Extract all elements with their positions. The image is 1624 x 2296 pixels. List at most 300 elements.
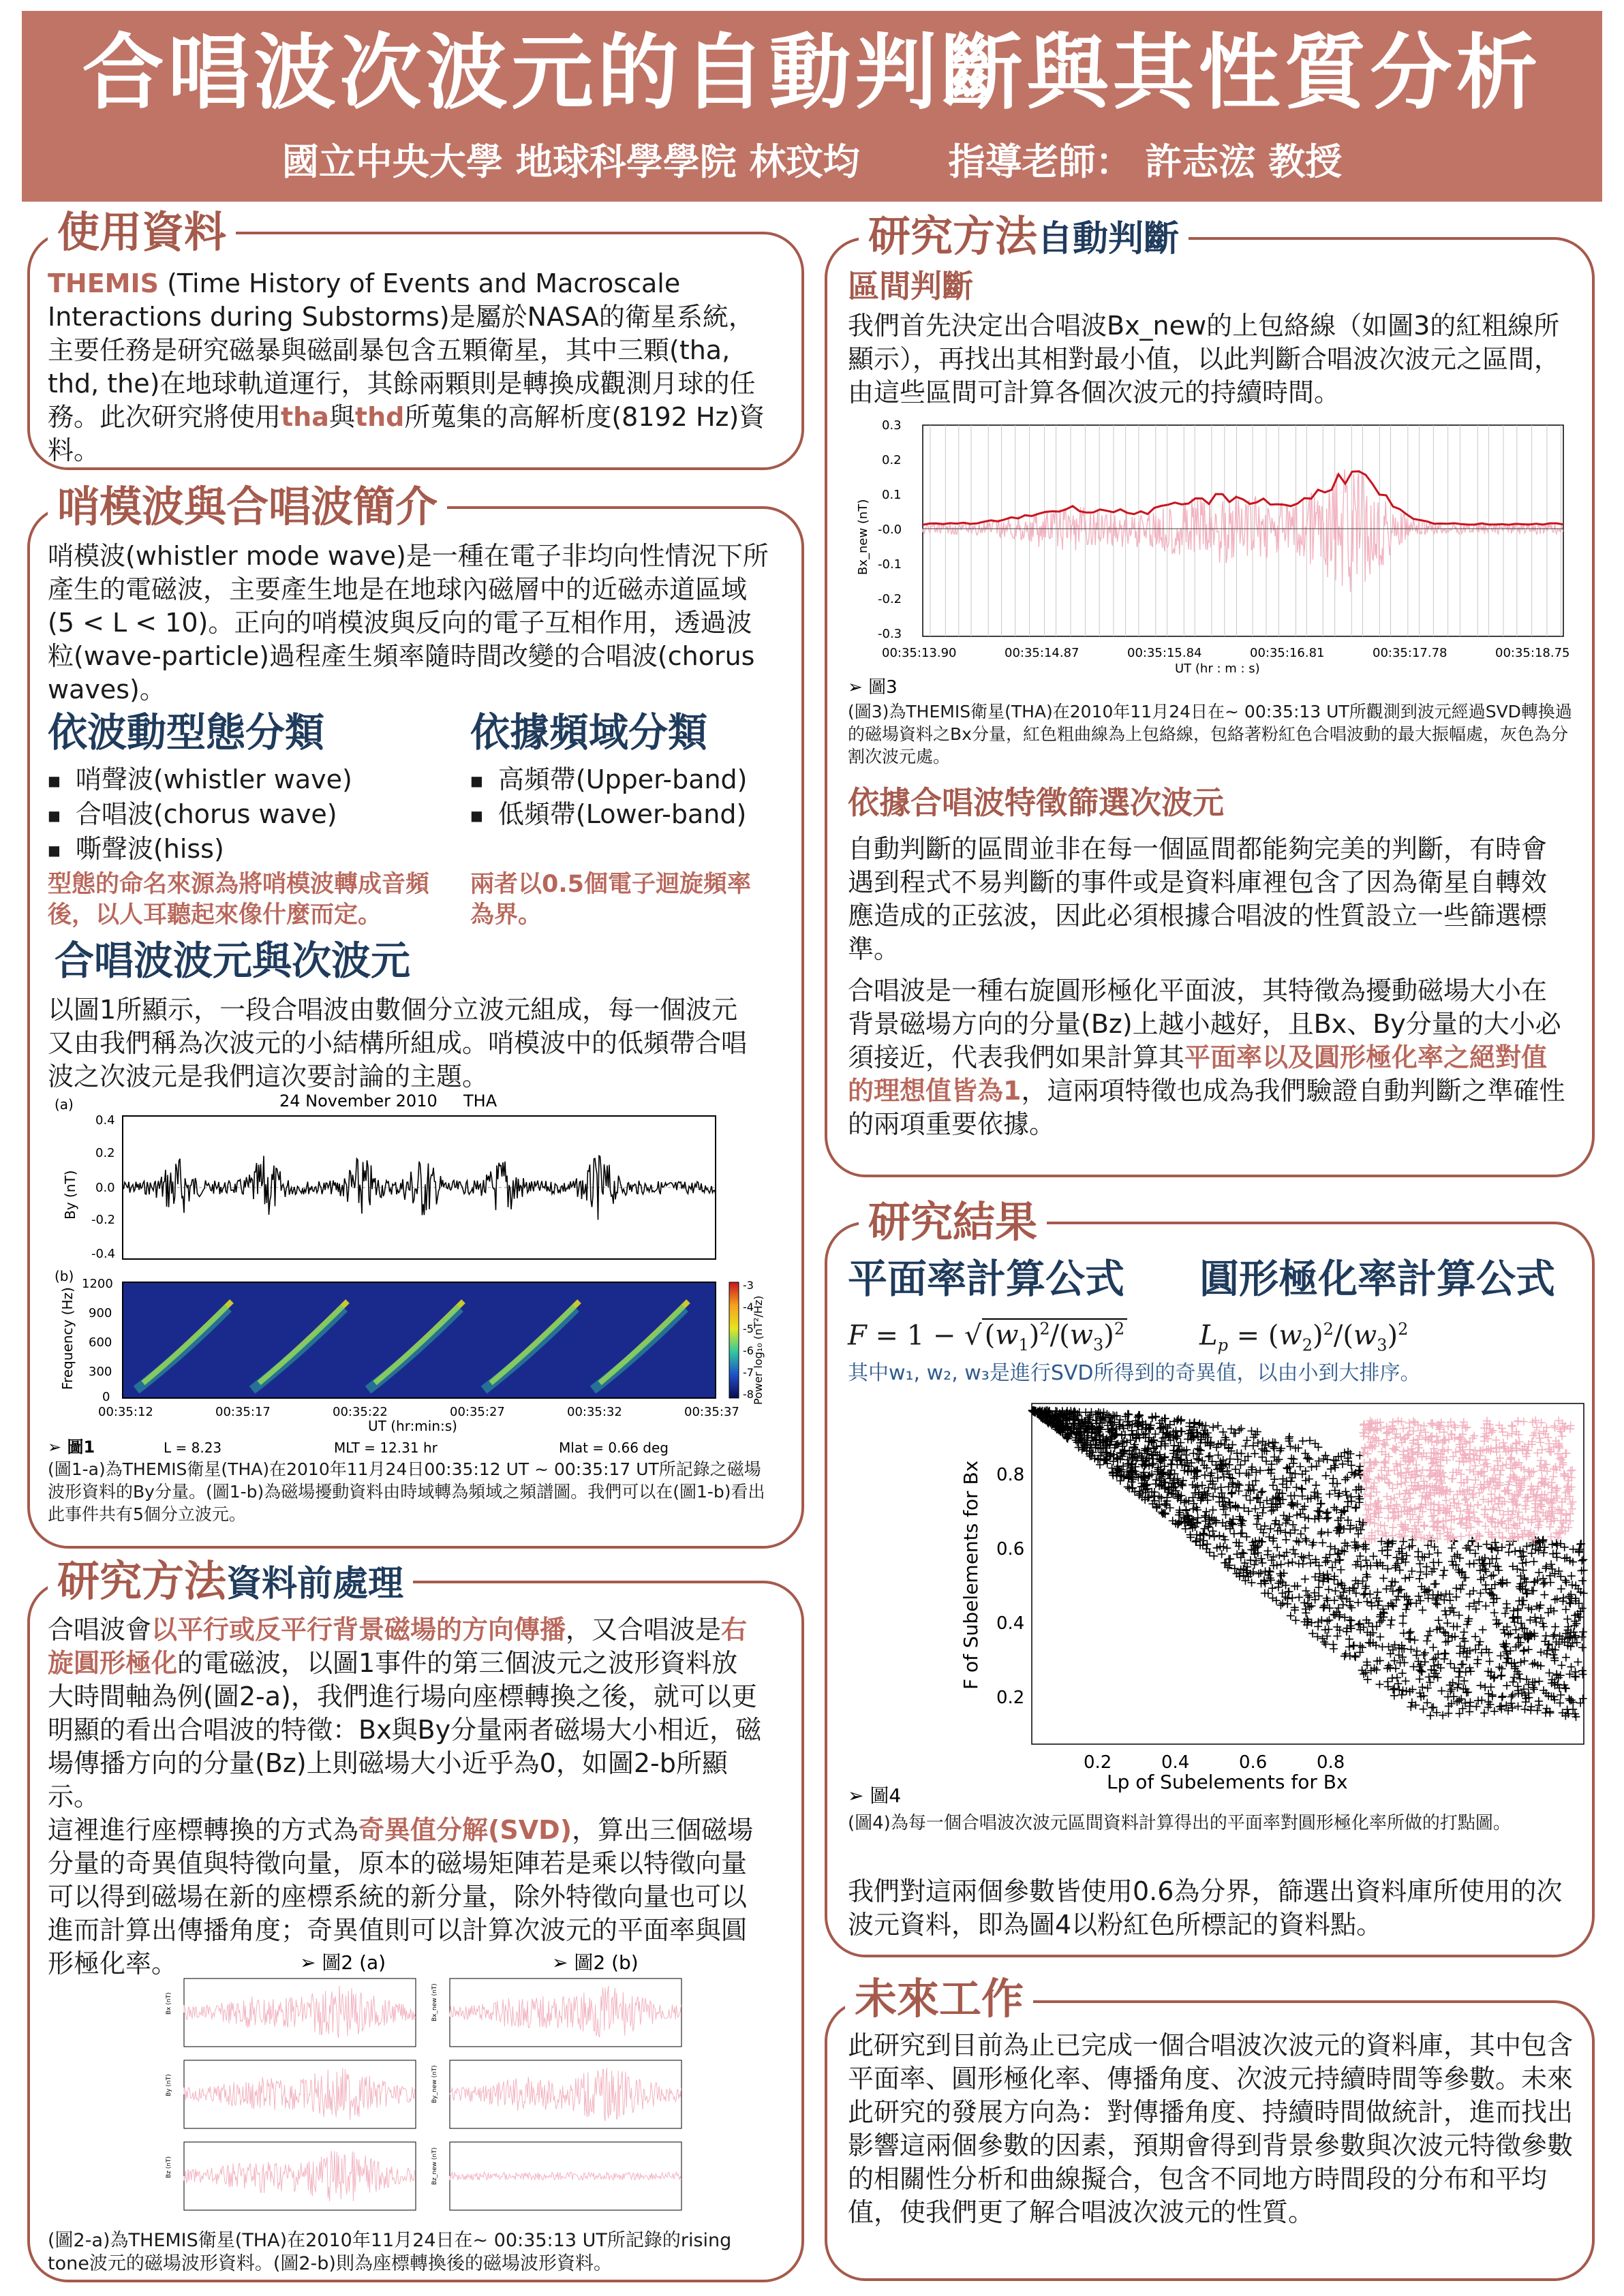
scatter-point (1231, 1502, 1240, 1510)
scatter-point (1298, 1485, 1306, 1493)
scatter-point (1247, 1427, 1255, 1435)
scatter-point (1355, 1495, 1364, 1503)
scatter-point (1329, 1641, 1337, 1649)
scatter-point (1300, 1554, 1308, 1562)
scatter-point-selected (1404, 1446, 1412, 1455)
fig4-yticks (996, 1465, 1024, 1708)
scatter-point (1319, 1538, 1327, 1547)
scatter-point (1565, 1599, 1574, 1607)
scatter-point (1185, 1462, 1193, 1470)
future-text: 此研究到目前為止已完成一個合唱波次波元的資料庫，其中包含平面率、圓形極化率、傳播角度、次波元持續時間等參數。未來此研究的發展方向為：對傳播角度、持續時間做統計，進而找出影響這兩個參數的因素，預期會得到背景參數與次波元特徵參數的相關性分析和曲線擬合，包含不同地方時間段的分布和平均值，使我們更了解合唱波次波元的性質。 (848, 2030, 1574, 2227)
scatter-point-selected (1534, 1523, 1542, 1532)
scatter-point (1361, 1589, 1369, 1598)
fig4-ylabel: F of Subelements for Bx (960, 1460, 982, 1690)
scatter-point (1287, 1492, 1295, 1500)
interval-text: 我們首先決定出合唱波Bx_new的上包絡線（如圖3的紅粗線所顯示），再找出其相對最小值，以此判斷合唱波次波元之區間，由這些區間可計算各個次波元的持續時間。 (848, 311, 1561, 407)
scatter-point-selected (1562, 1511, 1570, 1519)
svg-text:-0.1: -0.1 (878, 557, 902, 572)
scatter-point (1517, 1658, 1525, 1666)
scatter-point (1558, 1661, 1566, 1669)
scatter-point (1552, 1539, 1561, 1547)
fig4-label: ➢ 圖4 (848, 1784, 902, 1807)
scatter-point (1531, 1678, 1539, 1686)
intro-text: 哨模波(whistler mode wave)是一種在電子非均向性情況下所產生的電磁波，主要產生地是在地球內磁層中的近磁赤道區域(5 < L < 10)。正向的哨模波與反向的電子互相作用，透過波粒(wave-particle)過程產生頻率隨時間改變的合唱波(chorus waves)。 (48, 541, 769, 704)
scatter-point (1242, 1469, 1251, 1477)
scatter-point-selected (1381, 1441, 1390, 1449)
scatter-point (1270, 1475, 1278, 1483)
scatter-point (1495, 1663, 1503, 1671)
fig2-waveform (450, 1986, 681, 2037)
scatter-point (1561, 1577, 1569, 1585)
scatter-point (1440, 1655, 1448, 1663)
svg-text:300: 300 (89, 1365, 112, 1379)
scatter-point (1520, 1574, 1529, 1582)
scatter-point (1335, 1556, 1343, 1564)
scatter-point (1489, 1571, 1497, 1579)
scatter-point-selected (1475, 1518, 1483, 1526)
scatter-point-selected (1499, 1428, 1507, 1436)
scatter-point (1256, 1466, 1264, 1474)
scatter-point (1476, 1589, 1484, 1597)
scatter-point (1440, 1566, 1448, 1574)
scatter-point-selected (1560, 1472, 1568, 1480)
scatter-point (1552, 1549, 1561, 1557)
filter-text-2: 合唱波是一種右旋圓形極化平面波，其特徵為擾動磁場大小在背景磁場方向的分量(Bz)上越小越好，且Bx、By分量的大小必須接近，代表我們如果計算其平面率以及圓形極化率之絕對值的理想值皆為1，這兩項特徵也成為我們驗證自動判斷之準確性的兩項重要依據。 (848, 976, 1565, 1139)
fig4-xticks (1084, 1752, 1345, 1773)
scatter-point (1333, 1480, 1341, 1488)
scatter-point (1444, 1637, 1452, 1645)
scatter-point (1441, 1607, 1449, 1615)
scatter-point-selected (1415, 1431, 1424, 1440)
svg-text:Bz (nT): Bz (nT) (166, 2156, 172, 2178)
scatter-point (1157, 1423, 1165, 1431)
fig1-label: ➢ 圖1 (48, 1438, 95, 1457)
scatter-point (1277, 1560, 1285, 1568)
fig1-date: 24 November 2010 (279, 1091, 438, 1111)
scatter-point (1257, 1569, 1265, 1577)
fig3-xticks (882, 646, 1569, 660)
scatter-point (1155, 1492, 1163, 1500)
figure-1 (41, 1090, 763, 1458)
scatter-point (1312, 1481, 1320, 1489)
scatter-point-selected (1384, 1467, 1392, 1475)
scatter-point (1375, 1680, 1383, 1688)
scatter-point (1498, 1693, 1506, 1701)
svg-text:0.2: 0.2 (996, 1688, 1025, 1708)
scatter-point (1541, 1579, 1549, 1587)
scatter-point (1293, 1537, 1301, 1545)
scatter-point-selected (1499, 1439, 1507, 1447)
scatter-point-selected (1367, 1492, 1375, 1500)
scatter-point (1373, 1588, 1381, 1596)
scatter-point (1396, 1585, 1404, 1594)
scatter-point-selected (1566, 1517, 1574, 1525)
scatter-point-selected (1508, 1429, 1516, 1438)
scatter-point (1494, 1562, 1502, 1570)
data-point (1414, 1553, 1422, 1561)
scatter-point (1241, 1442, 1249, 1450)
svg-text:0.8: 0.8 (996, 1465, 1025, 1485)
formula1-heading: 平面率計算公式 (848, 1256, 1125, 1302)
scatter-point (1086, 1412, 1094, 1420)
scatter-point (1351, 1653, 1360, 1661)
scatter-point (1189, 1449, 1197, 1457)
scatter-point (1466, 1664, 1474, 1672)
scatter-point (1323, 1617, 1332, 1626)
scatter-point (1179, 1476, 1187, 1485)
scatter-point (1182, 1451, 1190, 1459)
scatter-point (1289, 1455, 1298, 1463)
scatter-point (1301, 1524, 1309, 1532)
scatter-point (1567, 1696, 1576, 1704)
svg-text:0: 0 (102, 1390, 110, 1404)
svg-text:00:35:32: 00:35:32 (567, 1405, 622, 1419)
scatter-point (1287, 1477, 1295, 1485)
scatter-point (1455, 1673, 1463, 1681)
scatter-point (1325, 1616, 1333, 1624)
scatter-point (1276, 1577, 1285, 1585)
scatter-point-selected (1520, 1418, 1528, 1426)
scatter-point (1236, 1469, 1244, 1477)
scatter-point (1362, 1556, 1370, 1564)
scatter-point (1260, 1446, 1268, 1455)
scatter-point-selected (1499, 1534, 1507, 1542)
scatter-point-selected (1400, 1532, 1409, 1540)
scatter-point (1535, 1677, 1544, 1686)
scatter-point (1124, 1483, 1132, 1491)
scatter-point (1450, 1664, 1458, 1672)
svg-text:0.0: 0.0 (95, 1181, 115, 1195)
scatter-point (1218, 1550, 1226, 1558)
scatter-point (1321, 1472, 1330, 1480)
results-conclusion: 我們對這兩個參數皆使用0.6為分界，篩選出資料庫所使用的次波元資料，即為圖4以粉紅色所標記的資料點。 (848, 1876, 1563, 1940)
svg-text:0.6: 0.6 (996, 1539, 1025, 1560)
svg-text:-0.4: -0.4 (91, 1247, 116, 1261)
scatter-point (1388, 1616, 1396, 1624)
scatter-point (1219, 1428, 1227, 1436)
scatter-point-selected (1377, 1424, 1385, 1432)
formula2-heading: 圓形極化率計算公式 (1199, 1256, 1556, 1302)
scatter-point (1299, 1437, 1307, 1445)
scatter-point (1420, 1651, 1428, 1659)
scatter-point (1255, 1570, 1263, 1578)
preprocess-text-1: 合唱波會以平行或反平行背景磁場的方向傳播，又合唱波是右旋圓形極化的電磁波，以圖1事件的第三個波元之波形資料放大時間軸為例(圖2-a)，我們進行場向座標轉換之後，就可以更明顯的看出合唱波的特徵：Bx與By分量兩者磁場大小相近，磁場傳播方向的分量(Bz)上則磁場大小近乎為0，如圖2-b所顯示。 (48, 1615, 762, 1812)
data-point (1387, 1621, 1395, 1629)
scatter-point (1475, 1598, 1483, 1606)
scatter-point (1446, 1660, 1454, 1668)
scatter-point (1530, 1686, 1538, 1694)
scatter-point-selected (1481, 1505, 1489, 1513)
scatter-point (1316, 1508, 1324, 1516)
scatter-point-selected (1516, 1485, 1525, 1493)
scatter-point (1347, 1604, 1355, 1612)
wave-type-heading: 依波動型態分類 (48, 709, 325, 756)
scatter-point (1439, 1571, 1447, 1579)
scatter-point (1326, 1490, 1334, 1498)
scatter-point-selected (1567, 1500, 1575, 1508)
list-item: ■ 合唱波(chorus wave) (48, 798, 352, 833)
scatter-point (1228, 1478, 1236, 1487)
scatter-point (1289, 1521, 1297, 1529)
scatter-point-selected (1558, 1432, 1566, 1440)
scatter-point (1574, 1658, 1582, 1666)
poster-subtitle (22, 140, 1602, 184)
data-point (1276, 1570, 1285, 1578)
scatter-point (1444, 1709, 1452, 1718)
scatter-point-selected (1489, 1506, 1497, 1514)
svg-text:0.4: 0.4 (996, 1613, 1025, 1634)
panel-results-title: 研究結果 (859, 1197, 1047, 1247)
scatter-point (1300, 1598, 1308, 1607)
scatter-point-selected (1457, 1470, 1465, 1478)
scatter-point-selected (1361, 1490, 1369, 1498)
fig2-waveform (450, 2068, 681, 2121)
fig1b-ylabel: Frequency (Hz) (59, 1287, 76, 1390)
scatter-point-selected (1462, 1495, 1471, 1503)
scatter-point-selected (1362, 1511, 1370, 1519)
scatter-point (1435, 1616, 1443, 1624)
wave-type-list (48, 763, 352, 867)
scatter-point (1330, 1504, 1338, 1512)
scatter-point (1362, 1540, 1370, 1549)
scatter-point (1315, 1514, 1323, 1522)
svg-text:-0.2: -0.2 (878, 592, 902, 606)
scatter-point (1203, 1540, 1211, 1548)
scatter-point (1428, 1704, 1436, 1712)
scatter-point (1210, 1532, 1219, 1540)
scatter-point-selected (1503, 1431, 1512, 1440)
scatter-point-selected (1366, 1443, 1374, 1451)
scatter-point (1342, 1487, 1350, 1495)
scatter-point (1317, 1528, 1326, 1536)
scatter-point (1270, 1444, 1278, 1453)
scatter-point (1268, 1584, 1276, 1592)
scatter-point (1426, 1627, 1434, 1635)
scatter-point (1297, 1530, 1305, 1538)
scatter-point (1532, 1618, 1540, 1626)
panel-preprocess-title: 研究方法資料前處理 (48, 1556, 413, 1609)
scatter-point (1323, 1515, 1331, 1523)
list-item: ■ 嘶聲波(hiss) (48, 833, 352, 867)
panel-intro-title: 哨模波與合唱波簡介 (48, 482, 447, 532)
fig1a-ylabel: By (nT) (62, 1170, 78, 1220)
scatter-point (1424, 1632, 1432, 1640)
svg-text:00:35:17: 00:35:17 (215, 1405, 271, 1419)
fig1-panel-a-label: (a) (55, 1096, 74, 1113)
scatter-point (1441, 1649, 1450, 1658)
wave-type-note: 型態的命名來源為將哨模波轉成音頻後，以人耳聽起來像什麼而定。 (48, 871, 430, 929)
formula-note: 其中w₁, w₂, w₃是進行SVD所得到的奇異值，以由小到大排序。 (848, 1361, 1421, 1385)
scatter-point (1561, 1543, 1569, 1551)
scatter-point (1411, 1636, 1419, 1644)
scatter-point-selected (1474, 1501, 1482, 1509)
fig3-yticks (878, 418, 902, 641)
scatter-point-selected (1535, 1521, 1543, 1530)
scatter-point (1432, 1580, 1440, 1588)
scatter-point-selected (1383, 1471, 1391, 1479)
scatter-point (1378, 1547, 1386, 1555)
data-point (1414, 1440, 1422, 1448)
svg-text:-5: -5 (743, 1322, 754, 1335)
scatter-point (1514, 1607, 1522, 1615)
scatter-point (1194, 1514, 1202, 1522)
scatter-point (1407, 1645, 1415, 1654)
element-text: 以圖1所顯示，一段合唱波由數個分立波元組成，每一個波元又由我們稱為次波元的小結構所組成。哨模波中的低頻帶合唱波之次波元是我們這次要討論的主題。 (48, 995, 748, 1091)
scatter-point (1503, 1654, 1512, 1662)
scatter-point (1454, 1684, 1462, 1692)
scatter-point (1421, 1649, 1429, 1657)
scatter-point (1341, 1476, 1349, 1484)
scatter-point-selected (1547, 1533, 1555, 1541)
scatter-point (1562, 1605, 1570, 1613)
figure-1-plot (41, 1090, 763, 1458)
scatter-point (1225, 1461, 1234, 1469)
figure-2-plots (150, 1950, 763, 2229)
fig2b-label: ➢ 圖2 (b) (552, 1951, 639, 1974)
scatter-point (1373, 1666, 1381, 1674)
scatter-point (1412, 1651, 1420, 1660)
scatter-point (1305, 1455, 1313, 1463)
panel-method-title: 研究方法自動判斷 (859, 211, 1189, 264)
scatter-point (1548, 1540, 1557, 1549)
scatter-point (1446, 1596, 1454, 1604)
scatter-point (1520, 1646, 1528, 1654)
scatter-point (1467, 1667, 1475, 1675)
scatter-point (1492, 1555, 1501, 1563)
scatter-point-selected (1487, 1490, 1495, 1498)
fig1-meta-MLT: MLT = 12.31 hr (334, 1440, 438, 1456)
scatter-point (1479, 1626, 1487, 1634)
svg-text:00:35:22: 00:35:22 (333, 1405, 388, 1419)
scatter-point (1252, 1557, 1260, 1565)
scatter-point-selected (1537, 1418, 1546, 1427)
scatter-point (1402, 1677, 1410, 1685)
scatter-point (1258, 1559, 1266, 1567)
scatter-point-selected (1514, 1417, 1522, 1425)
svg-text:1200: 1200 (82, 1277, 113, 1291)
scatter-point (1390, 1684, 1398, 1692)
scatter-point (1263, 1447, 1271, 1455)
fig4-xlabel: Lp of Subelements for Bx (1107, 1771, 1348, 1793)
scatter-point-selected (1370, 1519, 1379, 1527)
fig1-meta-Mlat: Mlat = 0.66 deg (559, 1440, 669, 1456)
scatter-point (1288, 1558, 1296, 1566)
scatter-point (1539, 1580, 1548, 1588)
scatter-point (1306, 1559, 1315, 1567)
data-text: THEMIS (Time History of Events and Macroscale Interactions during Substorms)是屬於NASA的衛星系統，主要任務是研究磁暴與磁副暴包含五顆衛星，其中三顆(tha, thd, the)在地球軌道運行，其餘兩顆則是轉換成觀測月球的任務。此次研究將使用tha與thd所蒐集的高解析度(8192 Hz)資料。 (48, 268, 765, 465)
scatter-point-selected (1447, 1430, 1455, 1438)
scatter-point (1293, 1500, 1302, 1508)
scatter-point-selected (1391, 1434, 1399, 1442)
svg-text:Bx_new (nT): Bx_new (nT) (431, 1983, 438, 2021)
band-list (470, 763, 748, 833)
svg-text:Bx (nT): Bx (nT) (166, 1992, 172, 2015)
scatter-point (1407, 1628, 1415, 1636)
scatter-point (1490, 1707, 1499, 1716)
scatter-point (1567, 1572, 1576, 1580)
scatter-point (1502, 1658, 1510, 1666)
formula-planarity: F = 1 − √ $(w_1)^2/(w_3)^2$ (848, 1312, 1127, 1362)
scatter-point (1357, 1485, 1365, 1493)
scatter-point (1166, 1474, 1174, 1483)
scatter-point (1349, 1642, 1358, 1650)
scatter-point (1287, 1455, 1296, 1463)
scatter-point (1206, 1452, 1214, 1460)
scatter-point (1274, 1583, 1283, 1592)
scatter-point (1442, 1611, 1450, 1619)
scatter-point-selected (1562, 1449, 1570, 1457)
scatter-point (1379, 1574, 1388, 1582)
scatter-point (1331, 1463, 1339, 1472)
scatter-point (1281, 1528, 1289, 1536)
scatter-point (1460, 1628, 1468, 1636)
scatter-point (1509, 1691, 1517, 1699)
scatter-point-selected (1533, 1423, 1541, 1431)
scatter-point (1400, 1658, 1409, 1666)
scatter-point (1231, 1465, 1240, 1474)
scatter-point (1394, 1679, 1403, 1688)
scatter-point-selected (1509, 1422, 1517, 1430)
scatter-point (1400, 1629, 1408, 1637)
scatter-point (1420, 1705, 1428, 1713)
scatter-point (1214, 1422, 1222, 1430)
svg-text:-4: -4 (743, 1301, 754, 1314)
scatter-point (1351, 1651, 1359, 1660)
scatter-point (1447, 1686, 1456, 1694)
scatter-point (1096, 1461, 1104, 1469)
scatter-point (1366, 1590, 1374, 1598)
svg-text:-0.2: -0.2 (91, 1213, 116, 1227)
scatter-point (1301, 1575, 1309, 1583)
scatter-point (1437, 1687, 1445, 1695)
scatter-point (1323, 1508, 1332, 1517)
scatter-point (1552, 1670, 1561, 1678)
scatter-point (1482, 1602, 1490, 1610)
scatter-point (1253, 1520, 1261, 1528)
scatter-point-selected (1455, 1500, 1463, 1508)
svg-text:00:35:37: 00:35:37 (684, 1405, 739, 1419)
scatter-point-selected (1550, 1422, 1559, 1430)
scatter-point (1209, 1506, 1217, 1514)
scatter-point (1151, 1430, 1159, 1438)
scatter-point-selected (1492, 1436, 1500, 1444)
panel-future-title: 未來工作 (845, 1974, 1033, 2024)
scatter-point (1487, 1545, 1495, 1553)
scatter-point (1398, 1686, 1407, 1694)
svg-text:00:35:18.75: 00:35:18.75 (1495, 646, 1570, 660)
scatter-point (1418, 1606, 1426, 1614)
poster-header (22, 11, 1602, 202)
advisor: 指導老師： 許志浤 教授 (948, 140, 1343, 183)
scatter-point (1502, 1647, 1510, 1656)
scatter-point-selected (1471, 1462, 1480, 1470)
scatter-point (1466, 1698, 1474, 1707)
scatter-point (1429, 1643, 1437, 1651)
scatter-point (1287, 1612, 1295, 1620)
scatter-point (1340, 1506, 1348, 1515)
scatter-point-selected (1360, 1459, 1368, 1467)
scatter-point (1561, 1554, 1569, 1562)
scatter-point-selected (1502, 1460, 1510, 1468)
scatter-point (1271, 1439, 1279, 1447)
fig3-label: ➢ 圖3 (848, 677, 898, 698)
scatter-point (1392, 1664, 1400, 1673)
scatter-point (1563, 1615, 1572, 1623)
themis-term: THEMIS (48, 268, 159, 298)
scatter-point (1416, 1568, 1424, 1576)
scatter-point (1338, 1594, 1346, 1602)
scatter-point (1423, 1698, 1431, 1707)
